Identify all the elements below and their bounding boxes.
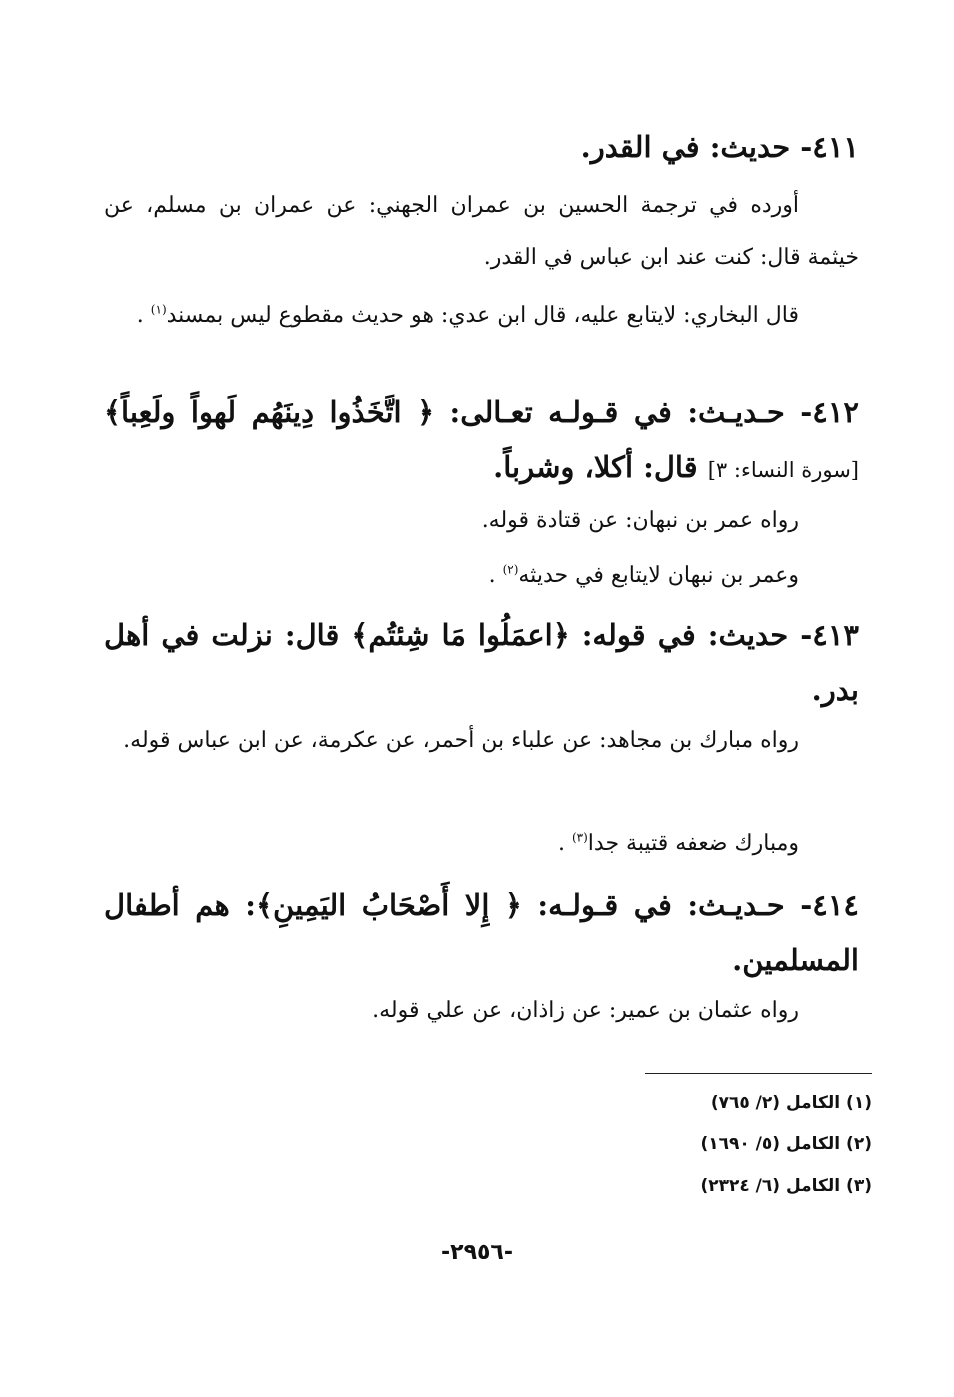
- entry-412-heading: [104, 385, 859, 498]
- entry-411-heading: ٤١١- حديث: في القدر.: [580, 130, 859, 164]
- entry-412-heading-end: قال: أكلا، وشرباً.: [493, 450, 698, 484]
- entry-413-paragraph-2-text: ومبارك ضعفه قتيبة جدا: [587, 831, 799, 856]
- page-number: -٢٩٥٦-: [441, 1240, 513, 1265]
- entry-414-paragraph-1: رواه عثمان بن عمير: عن زاذان، عن علي قوله.: [372, 998, 799, 1023]
- footnote-2: (٢) الكامل (٥/ ١٦٩٠): [700, 1134, 872, 1154]
- entry-413-paragraph-2-tail: .: [557, 831, 565, 856]
- entry-412-heading-main: ٤١٢- حـديـث: في قـولـه تعـالى: ﴿ اتَّخَذُوا دِينَهُم لَهواً ولَعِباً﴾: [104, 395, 859, 429]
- footnote-3: (٣) الكامل (٦/ ٢٣٢٤): [700, 1176, 872, 1196]
- entry-412-paragraph-2: [104, 550, 859, 602]
- entry-411-paragraph-2-text: قال البخاري: لايتابع عليه، قال ابن عدي: هو حديث مقطوع ليس بمسند: [166, 303, 799, 328]
- entry-411-paragraph-2-tail: .: [136, 303, 144, 328]
- footnote-ref-3: (٣): [571, 830, 588, 845]
- footnote-ref-1: (١): [150, 302, 167, 317]
- entry-414-heading: ٤١٤- حـديـث: في قـولـه: ﴿ إِلا أَصْحَابُ اليَمِينِ﴾: هم أطفال المسلمين.: [104, 888, 859, 977]
- entry-413-heading: ٤١٣- حديث: في قوله: ﴿اعمَلُوا مَا شِئتُم﴾ قال: نزلت في أهل بدر.: [104, 618, 859, 707]
- entry-411-paragraph-1: أورده في ترجمة الحسين بن عمران الجهني: عن عمران بن مسلم، عن خيثمة قال: كنت عند ابن عباس في القدر.: [104, 193, 859, 270]
- entry-413-paragraph-1: رواه مبارك بن مجاهد: عن علباء بن أحمر، عن عكرمة، عن ابن عباس قوله.: [123, 728, 799, 753]
- entry-411-paragraph-2: [104, 290, 859, 342]
- entry-412-paragraph-2-text: وعمر بن نبهان لايتابع في حديثه: [518, 563, 799, 588]
- entry-412-paragraph-1: رواه عمر بن نبهان: عن قتادة قوله.: [481, 508, 799, 533]
- footnote-1: (١) الكامل (٢/ ٧٦٥): [710, 1093, 872, 1113]
- entry-412-paragraph-2-tail: .: [488, 563, 496, 588]
- entry-412-surah-ref: [سورة النساء: ٣]: [707, 458, 859, 482]
- footnote-separator: [645, 1073, 872, 1074]
- footnote-ref-2: (٢): [502, 562, 519, 577]
- entry-413-paragraph-2: [104, 818, 859, 870]
